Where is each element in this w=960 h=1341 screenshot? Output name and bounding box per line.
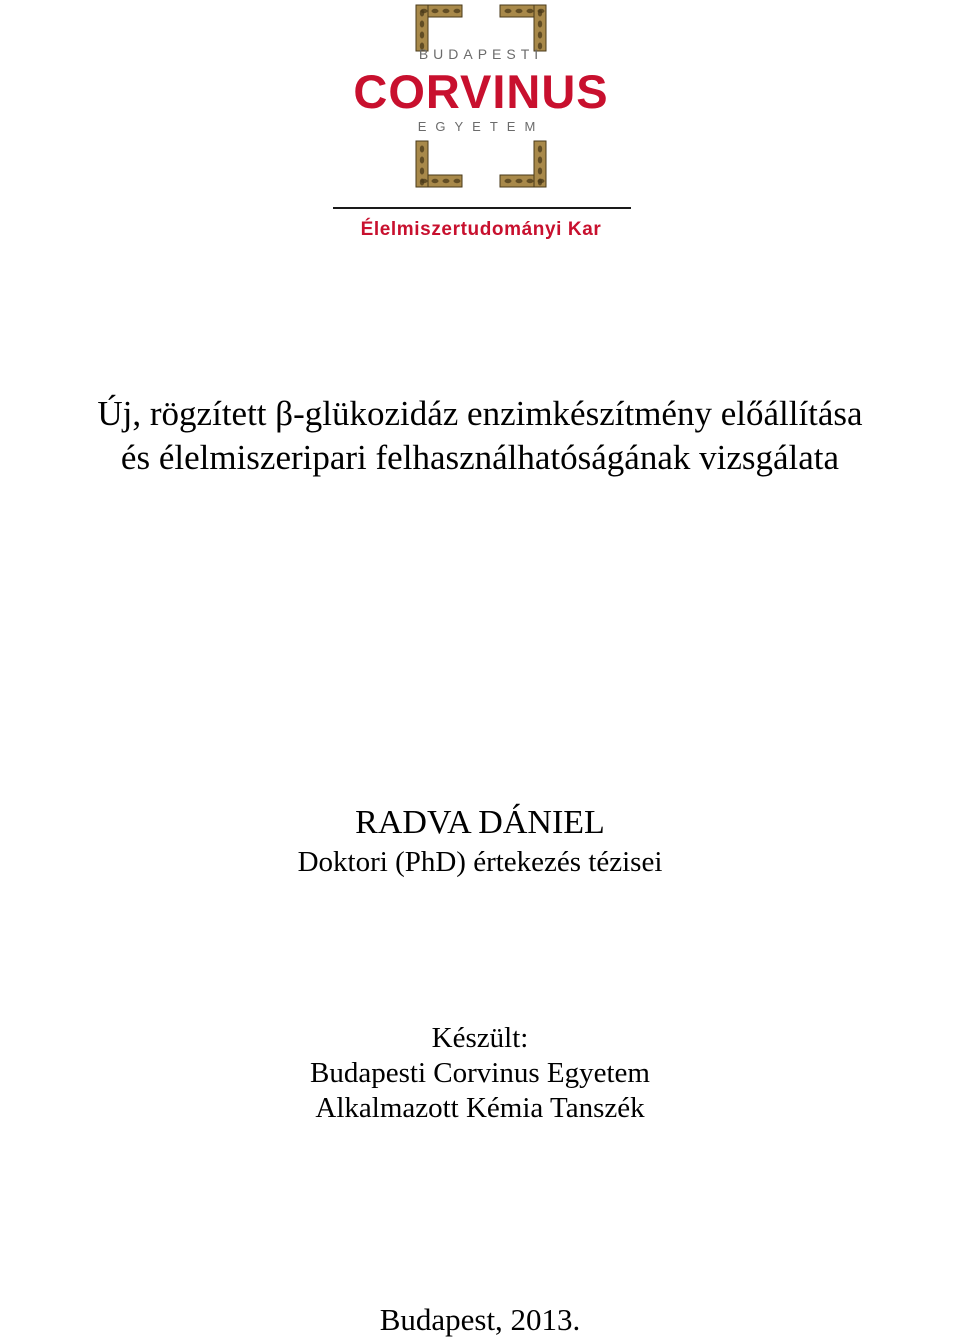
frame-bottom-right-leaf-h xyxy=(505,179,512,183)
frame-top-left-leaf-h xyxy=(454,9,461,13)
frame-bottom-left-leaf-v xyxy=(420,157,424,164)
thesis-title xyxy=(0,392,960,480)
frame-top-right-leaf-h xyxy=(527,9,534,13)
university-logo xyxy=(330,0,632,250)
frame-top-left-leaf-v xyxy=(420,32,424,39)
logo-budapesti-text: BUDAPESTI xyxy=(418,46,544,62)
frame-bottom-left-leaf-v xyxy=(420,146,424,153)
frame-bottom-right-leaf-h xyxy=(516,179,523,183)
prepared-institution: Budapesti Corvinus Egyetem xyxy=(310,1057,650,1089)
author-name: RADVA DÁNIEL xyxy=(355,804,605,841)
frame-bottom-left-leaf-v xyxy=(420,179,424,186)
frame-bottom-right-leaf-v xyxy=(538,146,542,153)
prepared-label: Készült: xyxy=(431,1022,529,1054)
frame-top-right-leaf-h xyxy=(516,9,523,13)
frame-top-left-leaf-v xyxy=(420,21,424,28)
frame-top-right-leaf-h xyxy=(538,9,545,13)
logo-divider xyxy=(333,207,631,209)
frame-bottom-right-leaf-v xyxy=(538,179,542,186)
frame-bottom-right-leaf-v xyxy=(538,157,542,164)
frame-bottom-right-leaf-v xyxy=(538,168,542,175)
place-and-date: Budapest, 2013. xyxy=(379,1302,581,1337)
frame-top-right-leaf-v xyxy=(538,32,542,39)
frame-bottom-right-leaf-h xyxy=(527,179,534,183)
frame-top-right-leaf-h xyxy=(505,9,512,13)
frame-top-left-leaf-h xyxy=(432,9,439,13)
logo-egyetem-text: EGYETEM xyxy=(417,119,545,134)
frame-top-left-leaf-h xyxy=(443,9,450,13)
frame-bottom-left-leaf-h xyxy=(443,179,450,183)
prepared-department: Alkalmazott Kémia Tanszék xyxy=(315,1092,645,1124)
prepared-block xyxy=(0,1021,960,1126)
logo-corvinus-wordmark: CORVINUS xyxy=(353,65,609,118)
frame-top-right-leaf-v xyxy=(538,21,542,28)
document-type: Doktori (PhD) értekezés tézisei xyxy=(297,846,663,878)
thesis-title-line-2: és élelmiszeripari felhasználhatóságának vizsgálata xyxy=(120,438,840,477)
frame-bottom-left-leaf-h xyxy=(432,179,439,183)
frame-top-left-leaf-v xyxy=(420,10,424,17)
thesis-title-line-1: Új, rögzített β-glükozidáz enzimkészítmény előállítása xyxy=(97,394,863,433)
frame-bottom-left-leaf-h xyxy=(454,179,461,183)
faculty-name: Élelmiszertudományi Kar xyxy=(360,219,602,240)
frame-bottom-left-leaf-v xyxy=(420,168,424,175)
